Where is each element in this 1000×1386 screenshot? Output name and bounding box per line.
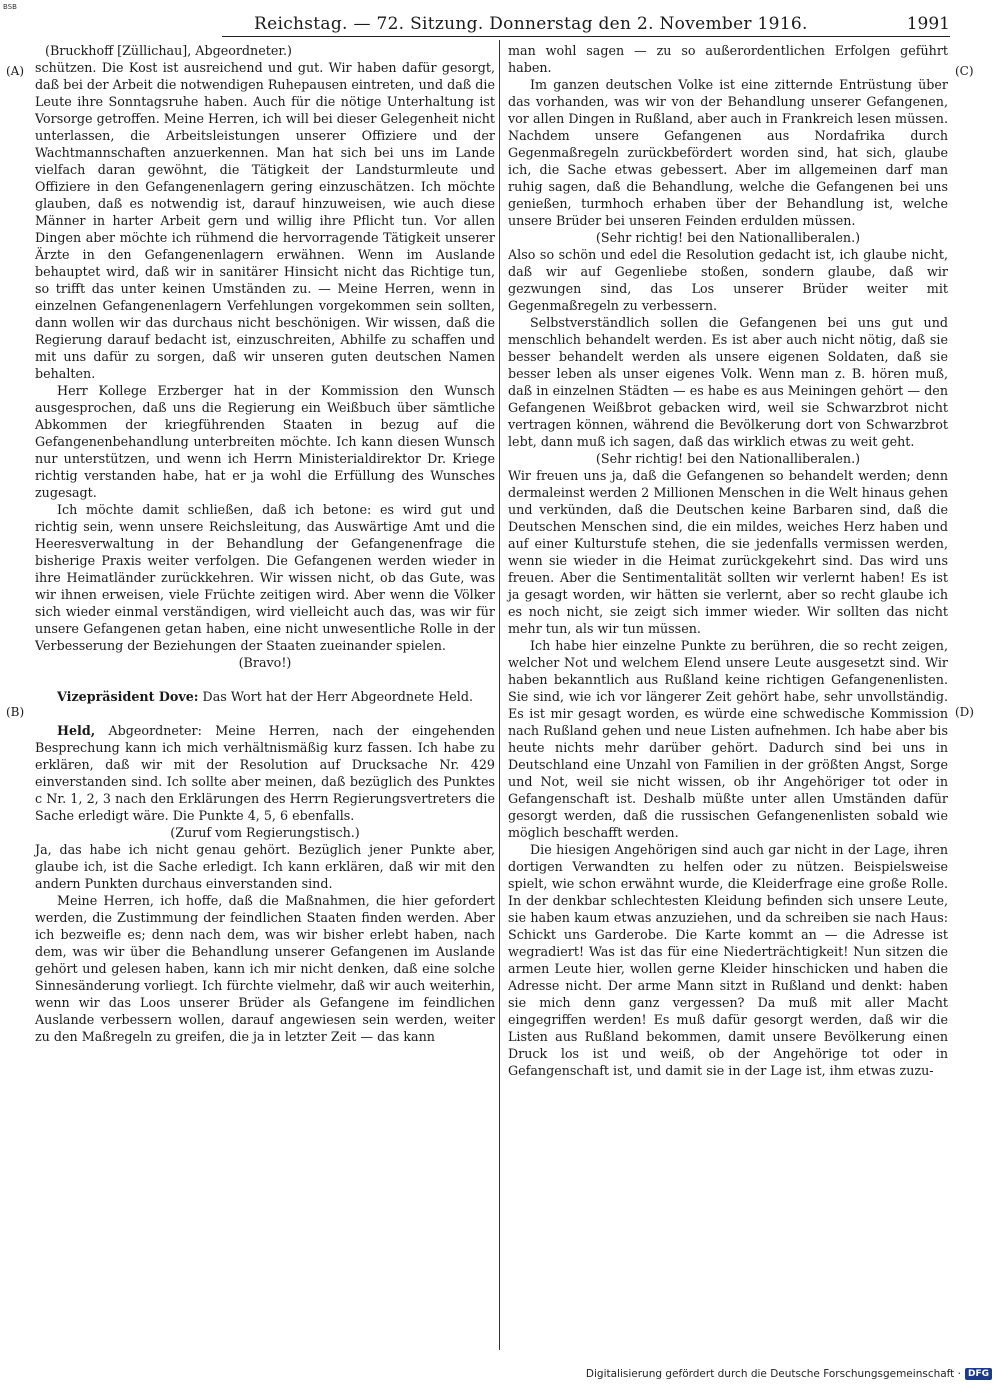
interjection: (Zuruf vom Regierungstisch.) bbox=[170, 825, 360, 840]
speaker-name: Held, bbox=[57, 723, 96, 738]
paragraph: Ich möchte damit schließen, daß ich betone: es wird gut und richtig sein, wenn unsere Reichsleitung, das Auswärtige Amt und die Heeresverwaltung in der Behandlung der Gefangenenfrage die bisherige Praxis weiter verfolgen. Die Gefangenen werden wieder in ihre Heimatländer zurückkehren. Wir wissen nicht, ob das Gute, was wir ihnen erweisen, viele Früchte zeitigen wird. Aber wenn die Völker sich wieder einmal verständigen, wird vielleicht auch das, was wir für unsere Gefangenen getan haben, eine nicht unwesentliche Rolle in der Verbesserung der Beziehungen der Staaten zueinander spielen. bbox=[35, 502, 495, 653]
page-header bbox=[222, 14, 950, 36]
page-number: 1991 bbox=[906, 14, 950, 34]
column-divider bbox=[499, 40, 500, 1350]
header-rule bbox=[222, 36, 950, 37]
speaker-attribution: (Bruckhoff [Züllichau], Abgeordneter.) bbox=[45, 43, 292, 58]
paragraph: man wohl sagen — zu so außerordentlichen Erfolgen geführt haben. bbox=[508, 43, 948, 75]
paragraph: Meine Herren, ich hoffe, daß die Maßnahmen, die hier gefordert werden, die Zustimmung der feindlichen Staaten finden werden. Aber ich bezweifle es; denn nach dem, was wir bisher erlebt haben, nach dem, was wir über die Behandlung unserer Gefangenen im Auslande gehört und gelesen haben, kann ich mir nicht denken, daß eine solche Sinnesänderung vorliegt. Ich fürchte vielmehr, daß wir auch weiterhin, wenn wir das Loos unserer Brüder als Gefangene im feindlichen Auslande verbessern wollen, darauf angewiesen sein werden, weiter zu den Maßregeln zu greifen, die ja in letzter Zeit — das kann bbox=[35, 893, 495, 1044]
speech-text: Abgeordneter: Meine Herren, nach der eingehenden Besprechung kann ich mich verhältnismäßig kurz fassen. Ich habe zu erklären, daß wir mit der Resolution auf Drucksache Nr. 429 einverstanden sind. Ich sollte aber meinen, daß bezüglich des Punktes c Nr. 1, 2, 3 nach den Erklärungen des Herrn Regierungsvertreters die Sache erledigt wäre. Die Punkte 4, 5, 6 ebenfalls. bbox=[35, 723, 495, 823]
paragraph: Ich habe hier einzelne Punkte zu berühren, die so recht zeigen, welcher Not und welchem Elend unsere Leute ausgesetzt sind. Wir haben bekanntlich aus Rußland keine richtigen Gefangenenlisten. Sie sind, wie ich vor längerer Zeit gehört habe, sehr unvollständig. Es ist mir gesagt worden, es würde eine schwedische Kommission nach Rußland gehen und neue Listen aufnehmen. Ich habe aber bis heute nichts mehr darüber gehört. Dadurch sind bei uns in Deutschland eine Unzahl von Familien in der größten Angst, Sorge und Not, weil sie nicht wissen, ob ihr Angehöriger tot oder in Gefangenschaft ist. Deshalb müßte unter allen Umständen dafür gesorgt werden, daß die russischen Gefangenenlisten sobald wie möglich beschafft werden. bbox=[508, 638, 948, 840]
interjection: (Sehr richtig! bei den Nationalliberalen.) bbox=[595, 451, 861, 466]
paragraph: Ja, das habe ich nicht genau gehört. Bezüglich jener Punkte aber, glaube ich, ist die Sache erledigt. Ich kann erklären, daß wir mit den andern Punkten durchaus einverstanden sind. bbox=[35, 842, 495, 891]
margin-mark-c: (C) bbox=[955, 64, 974, 78]
credit-text: Digitalisierung gefördert durch die Deutsche Forschungsgemeinschaft · bbox=[585, 1368, 961, 1380]
president-statement bbox=[35, 688, 495, 705]
margin-mark-b: (B) bbox=[6, 705, 25, 719]
dfg-logo: DFG bbox=[965, 1368, 992, 1380]
paragraph: Selbstverständlich sollen die Gefangenen bei uns gut und menschlich behandelt werden. Es ist aber auch nicht nötig, daß sie besser behandelt werden als unsere eigenen Soldaten, daß sie besser leben als unser eigenes Volk. Wenn man z. B. hören muß, daß in einzelnen Städten — es habe es aus Meiningen gehört — den Gefangenen Weißbrot gebacken wird, weil sie Schwarzbrot nicht vertragen können, während die Bevölkerung dort von Schwarzbrot lebt, dann muß ich sagen, daß das wirklich etwas zu weit geht. bbox=[508, 315, 948, 449]
paragraph: schützen. Die Kost ist ausreichend und gut. Wir haben dafür gesorgt, daß bei der Arbeit die notwendigen Ruhepausen eintreten, und daß die Leute ihre Sonntagsruhe haben. Auch für die nötige Unterhaltung ist Vorsorge getroffen. Meine Herren, ich will bei dieser Gelegenheit nicht unterlassen, die Arbeitsleistungen unserer Offiziere und der Wachtmannschaften anzuerkennen. Man hat sich bei uns im Lande vielfach daran gewöhnt, die Tätigkeit der Landsturmleute und Offiziere in den Gefangenenlagern gering einzuschätzen. Ich möchte glauben, daß es notwendig ist, darauf hinzuweisen, wie auch diese Männer in harter Arbeit gern und willig ihre Pflicht tun. Vor allen Dingen aber möchte ich rühmend die hervorragende Tätigkeit unserer Ärzte in den Gefangenenlagern erwähnen. Wenn im Auslande behauptet wird, daß wir in sanitärer Hinsicht nicht das Richtige tun, so trifft das unter keinen Umständen zu. — Meine Herren, wenn in einzelnen Gefangenenlagern Verfehlungen vorgekommen sein sollten, dann wollen wir das durchaus nicht beschönigen. Wir wissen, daß die Regierung darauf bedacht ist, einzuschreiten, Abhilfe zu schaffen und mit uns dafür zu sorgen, daß wir unseren guten deutschen Namen behalten. bbox=[35, 60, 495, 381]
paragraph: Im ganzen deutschen Volke ist eine zitternde Entrüstung über das vorhanden, was wir von der Behandlung unserer Gefangenen, vor allen Dingen in Rußland, aber auch in Frankreich lesen müssen. Nachdem unsere Gefangenen aus Nordafrika durch Gegenmaßregeln zurückbefördert worden sind, hat sich, glaube ich, die Sache etwas gebessert. Aber im allgemeinen darf man ruhig sagen, daß die Behandlung, welche die Gefangenen bei uns genießen, turmhoch erhaben über der Behandlung ist, welche unsere Brüder bei unseren Feinden erdulden müssen. bbox=[508, 77, 948, 228]
paragraph: Die hiesigen Angehörigen sind auch gar nicht in der Lage, ihren dortigen Verwandten zu helfen oder zu nützen. Beispielsweise spielt, wie schon erwähnt wurde, die Kleiderfrage eine große Rolle. In der denkbar schlechtesten Kleidung befinden sich unsere Leute, sie haben kaum etwas anzuziehen, und da schreiben sie nach Haus: Schickt uns Garderobe. Die Karte kommt an — die Adresse ist wegradiert! Was ist das für eine Niederträchtigkeit! Nun sitzen die armen Leute hier, wollen gerne Kleider hinschicken und haben die Adresse nicht. Der arme Mann sitzt in Rußland und denkt: haben sie mich denn ganz vergessen? Da muß mit aller Macht eingegriffen werden! Es muß dafür gesorgt werden, daß wir die Listen aus Rußland bekommen, damit unsere Bevölkerung einen Druck los ist und weiß, ob der Angehörige tot oder in Gefangenschaft ist, und damit sie in der Lage ist, ihm etwas zuzu- bbox=[508, 842, 948, 1078]
margin-mark-d: (D) bbox=[955, 705, 974, 719]
speaker-name: Vizepräsident Dove: bbox=[57, 689, 199, 704]
right-column bbox=[508, 42, 948, 1079]
margin-mark-a: (A) bbox=[6, 64, 25, 78]
digitization-credit bbox=[586, 1368, 992, 1380]
running-title: Reichstag. — 72. Sitzung. Donnerstag den 2. November 1916. bbox=[254, 14, 808, 34]
speech-opening bbox=[35, 722, 495, 824]
library-stamp: BSB bbox=[3, 3, 17, 11]
interjection: (Sehr richtig! bei den Nationalliberalen.) bbox=[595, 230, 861, 245]
statement-text: Das Wort hat der Herr Abgeordnete Held. bbox=[198, 689, 474, 704]
left-column bbox=[35, 42, 495, 1045]
paragraph: Wir freuen uns ja, daß die Gefangenen so behandelt werden; denn dermaleinst werden 2 Millionen Menschen in die Welt hinaus gehen und verkünden, daß die Deutschen keine Barbaren sind, daß die Deutschen Menschen sind, die ein mildes, weiches Herz haben und auf einer Kulturstufe stehen, die sie jedenfalls vermissen werden, wenn sie wieder in die Heimat zurückgekehrt sind. Das wird uns freuen. Aber die Sentimentalität sollten wir verlernt haben! Es ist ja gesagt worden, wir hätten sie verlernt, aber so recht glaube ich es noch nicht, sie zeigt sich immer wieder. Wir sollten das nicht mehr tun, als wir tun müssen. bbox=[508, 468, 948, 636]
paragraph: Also so schön und edel die Resolution gedacht ist, ich glaube nicht, daß wir auf Gegenliebe stoßen, sondern glaube, daß wir gezwungen sind, das Los unserer Brüder weiter mit Gegenmaßregeln zu verbessern. bbox=[508, 247, 948, 313]
interjection: (Bravo!) bbox=[238, 655, 292, 670]
paragraph: Herr Kollege Erzberger hat in der Kommission den Wunsch ausgesprochen, daß uns die Regierung ein Weißbuch über sämtliche Abkommen der kriegführenden Staaten in bezug auf die Gefangenenbehandlung unterbreiten möchte. Ich kann diesen Wunsch nur unterstützen, und wenn ich Herrn Ministerialdirektor Dr. Kriege richtig verstanden habe, hat er ja wohl die Erfüllung des Wunsches zugesagt. bbox=[35, 383, 495, 500]
